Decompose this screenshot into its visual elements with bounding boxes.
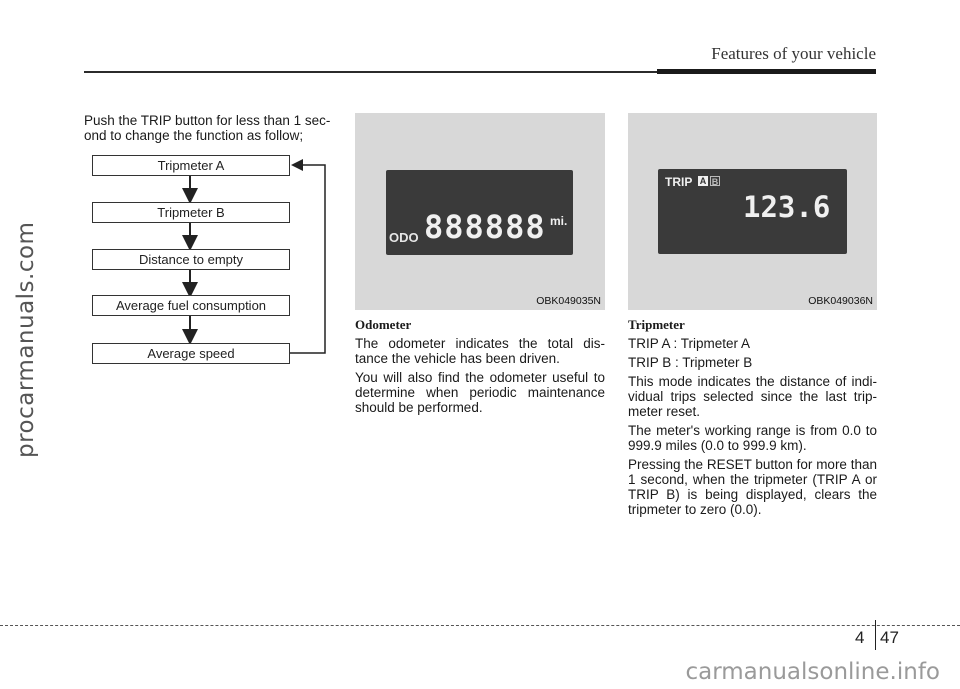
odo-unit: mi. (550, 214, 568, 228)
odometer-image (355, 113, 605, 310)
odo-label: ODO (389, 230, 419, 245)
page-number: 47 (880, 628, 899, 647)
header-title: Features of your vehicle (711, 44, 876, 63)
tripmeter-image (628, 113, 877, 310)
chapter-number: 4 (855, 628, 865, 647)
trip-value: 123.6 (743, 190, 831, 224)
flow-step-distance-to-empty: Distance to empty (92, 249, 290, 270)
odometer-paragraph: The odometer indicates the total dis-tance the vehicle has been driven. (355, 336, 605, 366)
tripmeter-paragraph: The meter's working range is from 0.0 to 999.9 miles (0.0 to 999.9 km). (628, 423, 877, 453)
odometer-heading: Odometer (355, 317, 412, 332)
page-divider (875, 620, 876, 650)
odometer-image-code: OBK049035N (536, 295, 601, 307)
trip-badge-b: B (711, 177, 719, 187)
trip-b-line: TRIP B : Tripmeter B (628, 355, 753, 370)
flow-return-arrow (289, 165, 325, 353)
flow-step-average-speed: Average speed (92, 343, 290, 364)
tripmeter-image-code: OBK049036N (808, 295, 873, 307)
odometer-paragraph: You will also find the odometer useful to determine when periodic maintenance should be performed. (355, 370, 605, 415)
odometer-lcd (386, 170, 573, 255)
intro-text: Push the TRIP button for less than 1 sec-ond to change the function as follow; (84, 113, 331, 143)
odo-digits: 888888 (424, 208, 546, 246)
tripmeter-heading: Tripmeter (628, 317, 685, 332)
trip-label: TRIP (665, 175, 693, 189)
footer-rule (0, 625, 960, 626)
trip-a-line: TRIP A : Tripmeter A (628, 336, 751, 351)
flow-step-tripmeter-b: Tripmeter B (92, 202, 290, 223)
watermark-bottom: carmanualsonline.info (685, 659, 940, 685)
flow-step-average-fuel: Average fuel consumption (92, 295, 290, 316)
watermark-left: procarmanuals.com (13, 221, 39, 459)
trip-lcd (658, 169, 847, 254)
tripmeter-section (628, 317, 877, 521)
odometer-section (355, 317, 605, 419)
tripmeter-paragraph: Pressing the RESET button for more than 1 second, when the tripmeter (TRIP A or TRIP B) is being displayed, clears the tripmeter to zero (0.0). (628, 457, 877, 517)
flow-step-tripmeter-a: Tripmeter A (92, 155, 290, 176)
tripmeter-paragraph: This mode indicates the distance of indi-vidual trips selected since the last trip-meter reset. (628, 374, 877, 419)
trip-badge-a: A (699, 176, 707, 186)
header-rule-accent (657, 69, 876, 74)
